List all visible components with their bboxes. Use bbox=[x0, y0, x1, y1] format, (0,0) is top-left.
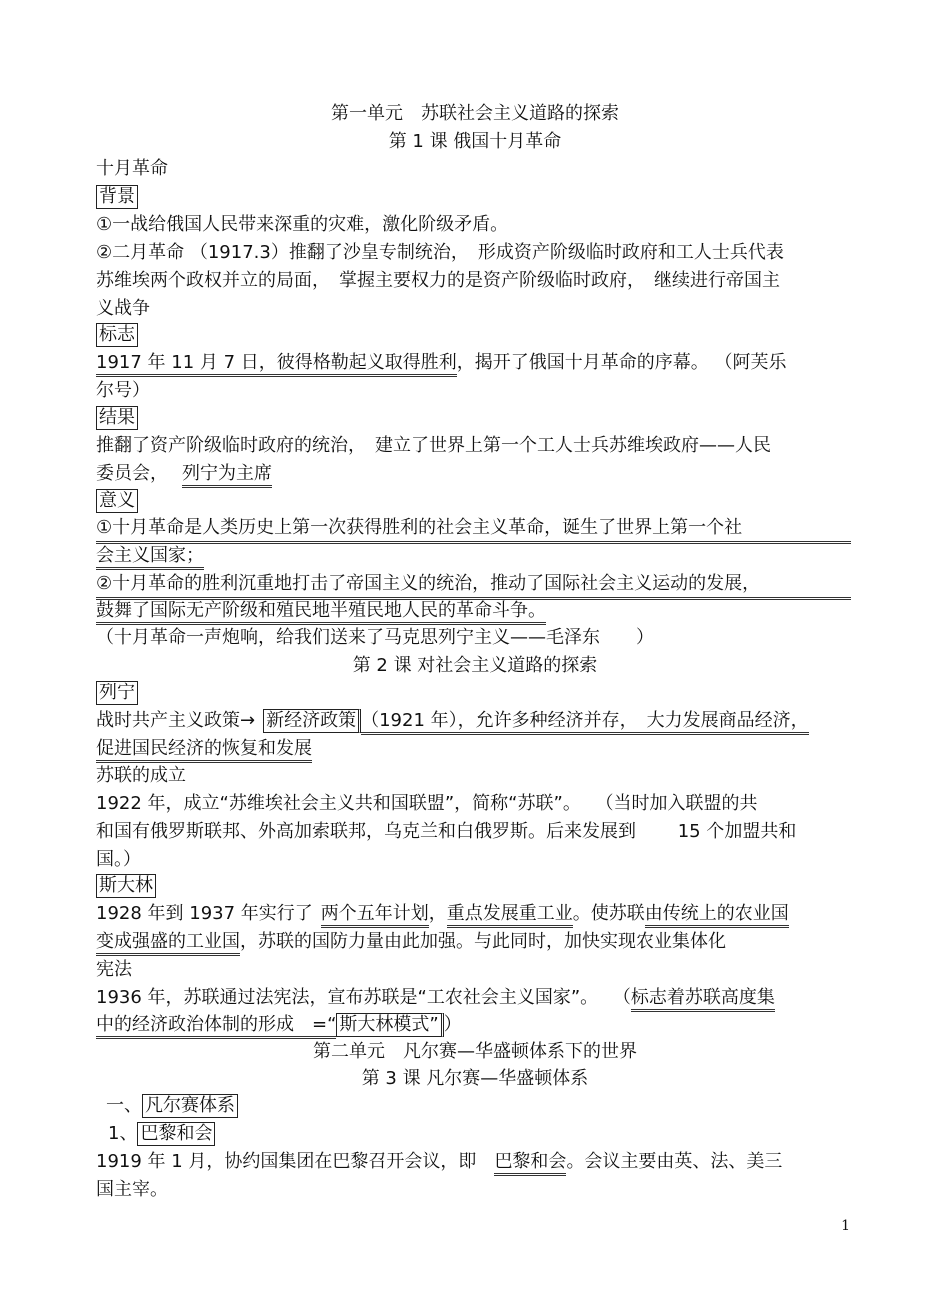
text-line: 尔号） bbox=[96, 380, 150, 401]
boxed-label: 凡尔赛体系 bbox=[142, 1094, 238, 1118]
underlined-text: ②十月革命的胜利沉重地打击了帝国主义的统治，推动了国际社会主义运动的发展， bbox=[96, 572, 851, 600]
label-line bbox=[96, 681, 856, 705]
text: ，揭开了俄国十月革命的序幕。 （阿芙乐 bbox=[456, 352, 787, 373]
text-line: 推翻了资产阶级临时政府的统治， 建立了世界上第一个工人士兵苏维埃政府——人民 bbox=[96, 435, 771, 456]
text: 一、 bbox=[106, 1095, 142, 1116]
underlined-text: 重点发展重工业 bbox=[447, 903, 573, 928]
quote-line: （十月革命一声炮响，给我们送来了马克思列宁主义——毛泽东 ） bbox=[96, 627, 654, 648]
text: 1919 年 1 月，协约国集团在巴黎召开会议，即 bbox=[96, 1151, 495, 1172]
lesson-title: 第 2 课 对社会主义道路的探索 bbox=[352, 655, 598, 676]
boxed-term: 新经济政策 bbox=[263, 709, 361, 733]
text-line: 国主宰。 bbox=[96, 1179, 168, 1200]
label-line bbox=[96, 406, 856, 430]
label-line bbox=[96, 874, 856, 898]
section-heading: 宪法 bbox=[96, 959, 132, 980]
text: 1928 年到 1937 年实行了 bbox=[96, 903, 313, 924]
text-line bbox=[96, 1013, 856, 1037]
underlined-text: 列宁为主席 bbox=[182, 463, 272, 488]
text-line: ①一战给俄国人民带来深重的灾难，激化阶级矛盾。 bbox=[96, 214, 509, 235]
text-line: 和国有俄罗斯联邦、外高加索联邦，乌克兰和白俄罗斯。后来发展到 15 个加盟共和 bbox=[96, 821, 797, 842]
unit-title: 第二单元 凡尔赛—华盛顿体系下的世界 bbox=[313, 1041, 637, 1062]
boxed-label: 巴黎和会 bbox=[137, 1122, 215, 1146]
text-line bbox=[96, 986, 856, 1010]
text-line bbox=[96, 737, 856, 761]
text-line bbox=[96, 516, 856, 544]
label-line bbox=[96, 489, 856, 513]
text: 战时共产主义政策→ bbox=[96, 710, 256, 731]
text: 委员会， bbox=[96, 463, 168, 484]
text: 1、 bbox=[108, 1123, 138, 1144]
underlined-text: 促进国民经济的恢复和发展 bbox=[96, 738, 312, 763]
underlined-text: 标志着苏联高度集 bbox=[631, 987, 775, 1012]
text-line: 苏维埃两个政权并立的局面， 掌握主要权力的是资产阶级临时政府， 继续进行帝国主 bbox=[96, 270, 780, 291]
text-line bbox=[96, 902, 856, 926]
unit-title: 第一单元 苏联社会主义道路的探索 bbox=[331, 103, 619, 124]
boxed-label: 意义 bbox=[96, 489, 138, 513]
section-heading: 十月革命 bbox=[96, 158, 168, 179]
heading-line bbox=[106, 1094, 866, 1118]
text-line bbox=[96, 599, 856, 623]
section-heading: 苏联的成立 bbox=[96, 765, 186, 786]
underlined-text: 两个五年计划 bbox=[321, 903, 429, 928]
text-line bbox=[96, 1150, 856, 1174]
heading-line bbox=[108, 1122, 868, 1146]
boxed-label: 标志 bbox=[96, 323, 138, 347]
text-line bbox=[96, 709, 856, 733]
underlined-text: 鼓舞了国际无产阶级和殖民地半殖民地人民的革命斗争。 bbox=[96, 600, 546, 625]
underlined-text: 会主义国家； bbox=[96, 545, 204, 570]
text-line: 1922 年，成立“苏维埃社会主义共和国联盟”，简称“苏联”。 （当时加入联盟的共 bbox=[96, 793, 758, 814]
text: ） bbox=[443, 1014, 462, 1035]
underlined-text: 1917 年 11 月 7 日，彼得格勒起义取得胜利 bbox=[96, 352, 457, 377]
underlined-text: 由传统上的农业国 bbox=[645, 903, 789, 928]
text-line bbox=[96, 572, 856, 600]
underlined-text: （1921 年），允许多种经济并存， 大力发展商品经济， bbox=[361, 710, 809, 735]
page-number: 1 bbox=[841, 1218, 850, 1234]
boxed-label: 斯大林 bbox=[96, 874, 156, 898]
text-line: 义战争 bbox=[96, 298, 150, 319]
underlined-text: ①十月革命是人类历史上第一次获得胜利的社会主义革命，诞生了世界上第一个社 bbox=[96, 516, 851, 544]
text: 。会议主要由英、法、美三 bbox=[566, 1151, 783, 1172]
text-line bbox=[96, 544, 856, 568]
boxed-term: 斯大林模式” bbox=[336, 1013, 443, 1037]
label-line bbox=[96, 323, 856, 347]
text-line: 国。） bbox=[96, 849, 141, 870]
label-line bbox=[96, 185, 856, 209]
text-line bbox=[96, 351, 856, 375]
boxed-label: 背景 bbox=[96, 185, 138, 209]
boxed-label: 列宁 bbox=[96, 681, 138, 705]
underlined-text: 中的经济政治体制的形成 =“ bbox=[96, 1014, 336, 1039]
text: ， bbox=[428, 903, 447, 924]
text: 。使苏联 bbox=[572, 903, 645, 924]
underlined-text: 巴黎和会 bbox=[494, 1151, 566, 1176]
text: 1936 年，苏联通过法宪法，宣布苏联是“工农社会主义国家”。 （ bbox=[96, 987, 631, 1008]
text-line: ②二月革命 （1917.3）推翻了沙皇专制统治， 形成资产阶级临时政府和工人士兵代表 bbox=[96, 242, 784, 263]
lesson-title: 第 3 课 凡尔赛—华盛顿体系 bbox=[361, 1068, 589, 1089]
boxed-label: 结果 bbox=[96, 406, 138, 430]
lesson-title: 第 1 课 俄国十月革命 bbox=[388, 131, 562, 152]
text: ，苏联的国防力量由此加强。与此同时，加快实现农业集体化 bbox=[240, 931, 726, 952]
text-line bbox=[96, 930, 856, 954]
text-line bbox=[96, 462, 856, 486]
underlined-text: 变成强盛的工业国 bbox=[96, 931, 240, 956]
